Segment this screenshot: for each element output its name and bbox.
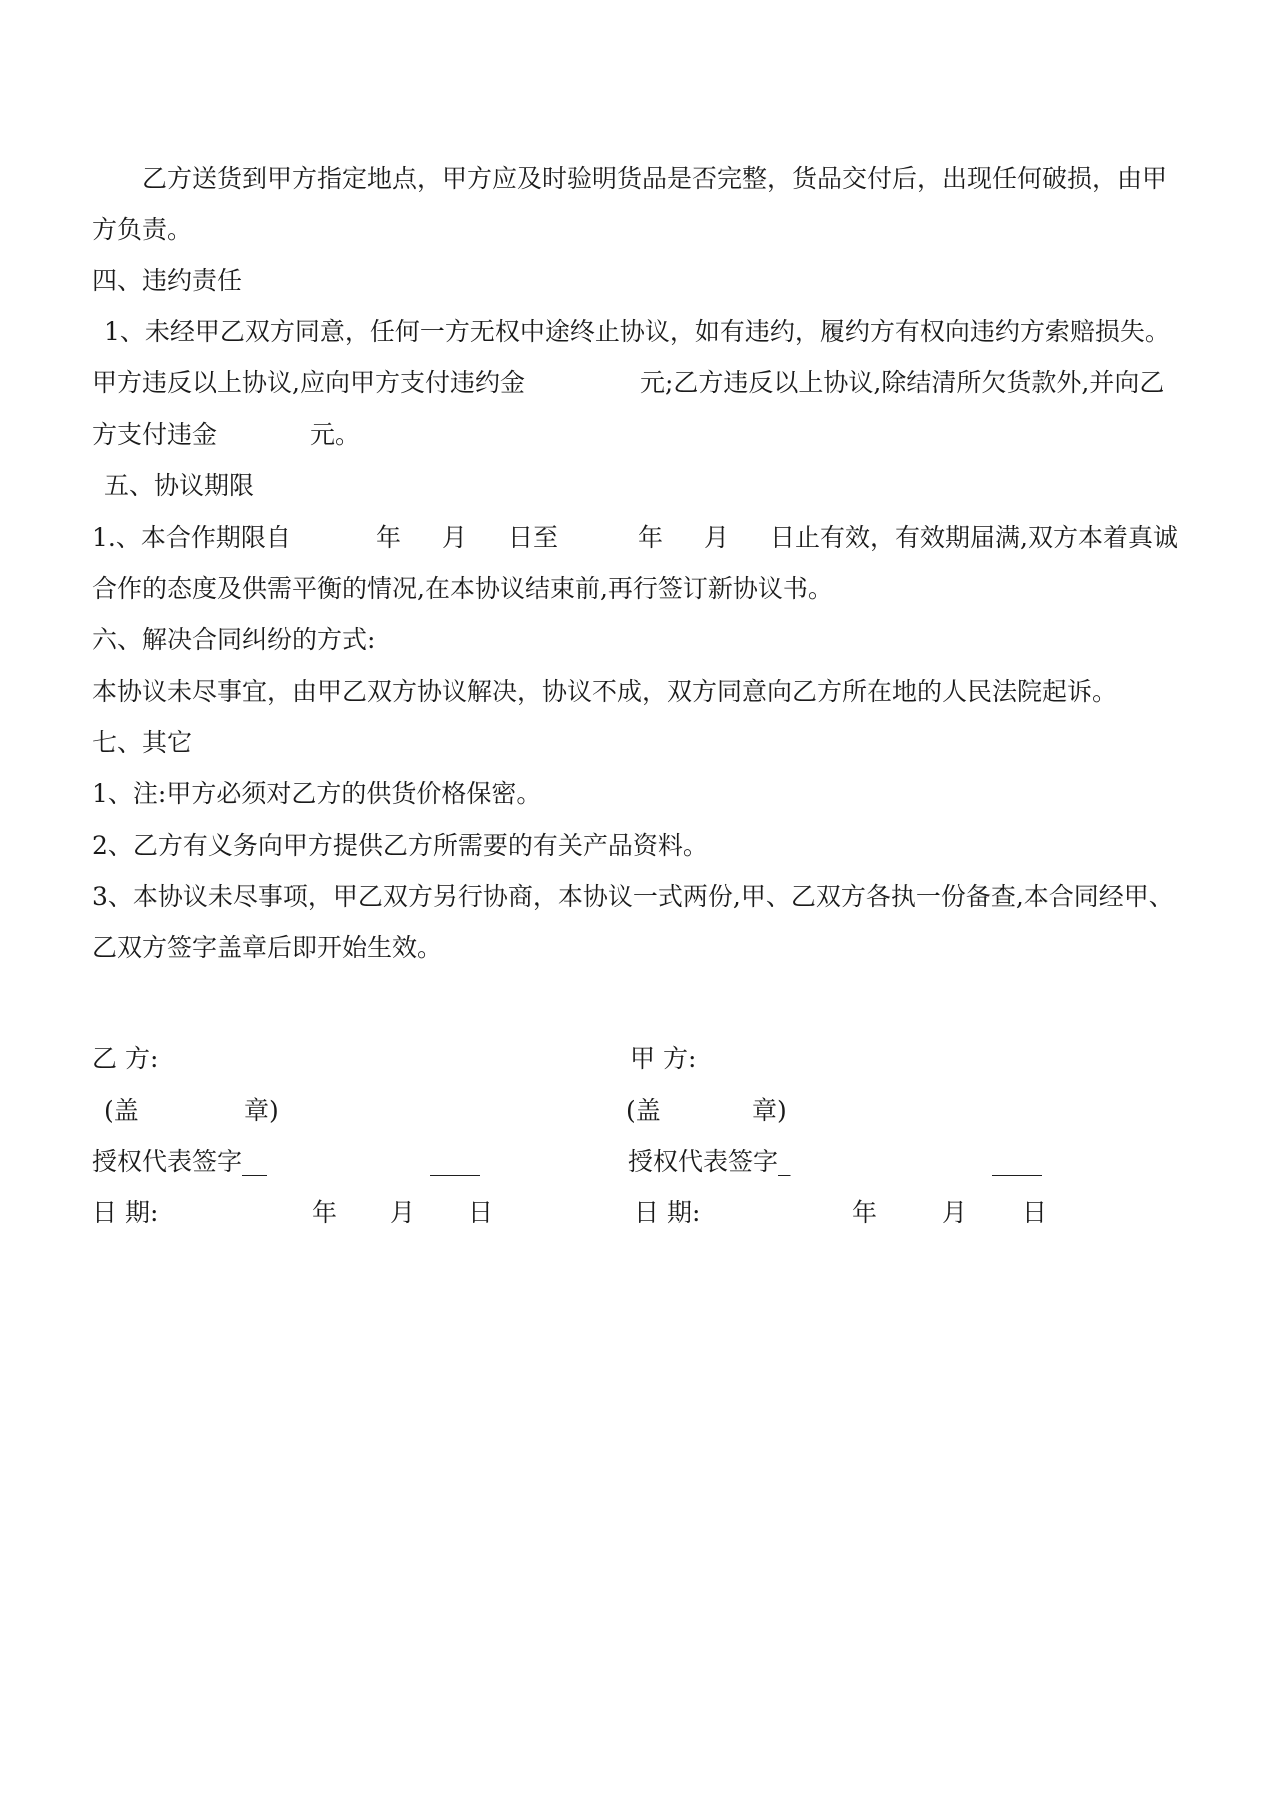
section-7-item-3-line-1: 3、本协议未尽事项，甲乙双方另行协商，本协议一式两份,甲、乙双方各执一份备查,本合同经甲、 xyxy=(92,882,1174,911)
section-7-heading: 七、其它 xyxy=(92,728,193,757)
section-5-heading: 五、协议期限 xyxy=(104,471,255,500)
delivery-line-2: 方负责。 xyxy=(92,215,193,244)
term-month-2: 月 xyxy=(704,523,730,552)
left-date-year: 年 xyxy=(312,1198,338,1227)
term-day-to: 日至 xyxy=(508,523,559,552)
term-year-1: 年 xyxy=(376,523,402,552)
right-seal-open: (盖 xyxy=(626,1096,661,1125)
left-seal-close: 章) xyxy=(244,1096,279,1125)
section-7-item-1: 1、注:甲方必须对乙方的供货价格保密。 xyxy=(92,779,542,808)
right-party-label: 甲 方: xyxy=(630,1044,697,1073)
term-year-2: 年 xyxy=(638,523,664,552)
right-seal-close: 章) xyxy=(752,1096,787,1125)
section-5-line-2: 合作的态度及供需平衡的情况,在本协议结束前,再行签订新协议书。 xyxy=(92,574,833,603)
section-7-item-3-line-2: 乙双方签字盖章后即开始生效。 xyxy=(92,933,443,962)
left-date-label: 日 期: xyxy=(92,1198,159,1227)
left-rep-signature: 授权代表签字__ xyxy=(92,1147,268,1176)
section-4-item-1-line-3b: 元。 xyxy=(310,420,361,449)
section-4-heading: 四、违约责任 xyxy=(92,266,243,295)
section-6-heading: 六、解决合同纠纷的方式: xyxy=(92,625,376,654)
section-4-item-1-line-3a: 方支付违金 xyxy=(92,420,218,449)
right-date-label: 日 期: xyxy=(634,1198,701,1227)
left-date-month: 月 xyxy=(390,1198,416,1227)
right-date-year: 年 xyxy=(852,1198,878,1227)
section-7-item-2: 2、乙方有义务向甲方提供乙方所需要的有关产品资料。 xyxy=(92,831,708,860)
section-6-body: 本协议未尽事宜，由甲乙双方协议解决，协议不成，双方同意向乙方所在地的人民法院起诉。 xyxy=(92,677,1118,706)
right-date-month: 月 xyxy=(942,1198,968,1227)
section-4-item-1-line-1: 1、未经甲乙双方同意，任何一方无权中途终止协议，如有违约，履约方有权向违约方索赔损失。 xyxy=(104,317,1170,346)
section-4-item-1-line-2b: 元;乙方违反以上协议,除结清所欠货款外,并向乙 xyxy=(640,368,1165,397)
term-prefix: 1.、本合作期限自 xyxy=(92,523,291,552)
term-suffix: 日止有效，有效期届满,双方本着真诚 xyxy=(770,523,1178,552)
left-party-label: 乙 方: xyxy=(92,1044,159,1073)
right-date-day: 日 xyxy=(1022,1198,1048,1227)
right-rep-signature-tail: ____ xyxy=(992,1147,1042,1176)
term-month-1: 月 xyxy=(442,523,468,552)
left-seal-open: (盖 xyxy=(104,1096,139,1125)
right-rep-signature: 授权代表签字_ xyxy=(628,1147,791,1176)
section-4-item-1-line-2a: 甲方违反以上协议,应向甲方支付违约金 xyxy=(92,368,525,397)
left-date-day: 日 xyxy=(468,1198,494,1227)
left-rep-signature-tail: ____ xyxy=(430,1147,480,1176)
delivery-line-1: 乙方送货到甲方指定地点，甲方应及时验明货品是否完整，货品交付后，出现任何破损，由甲 xyxy=(142,164,1168,193)
